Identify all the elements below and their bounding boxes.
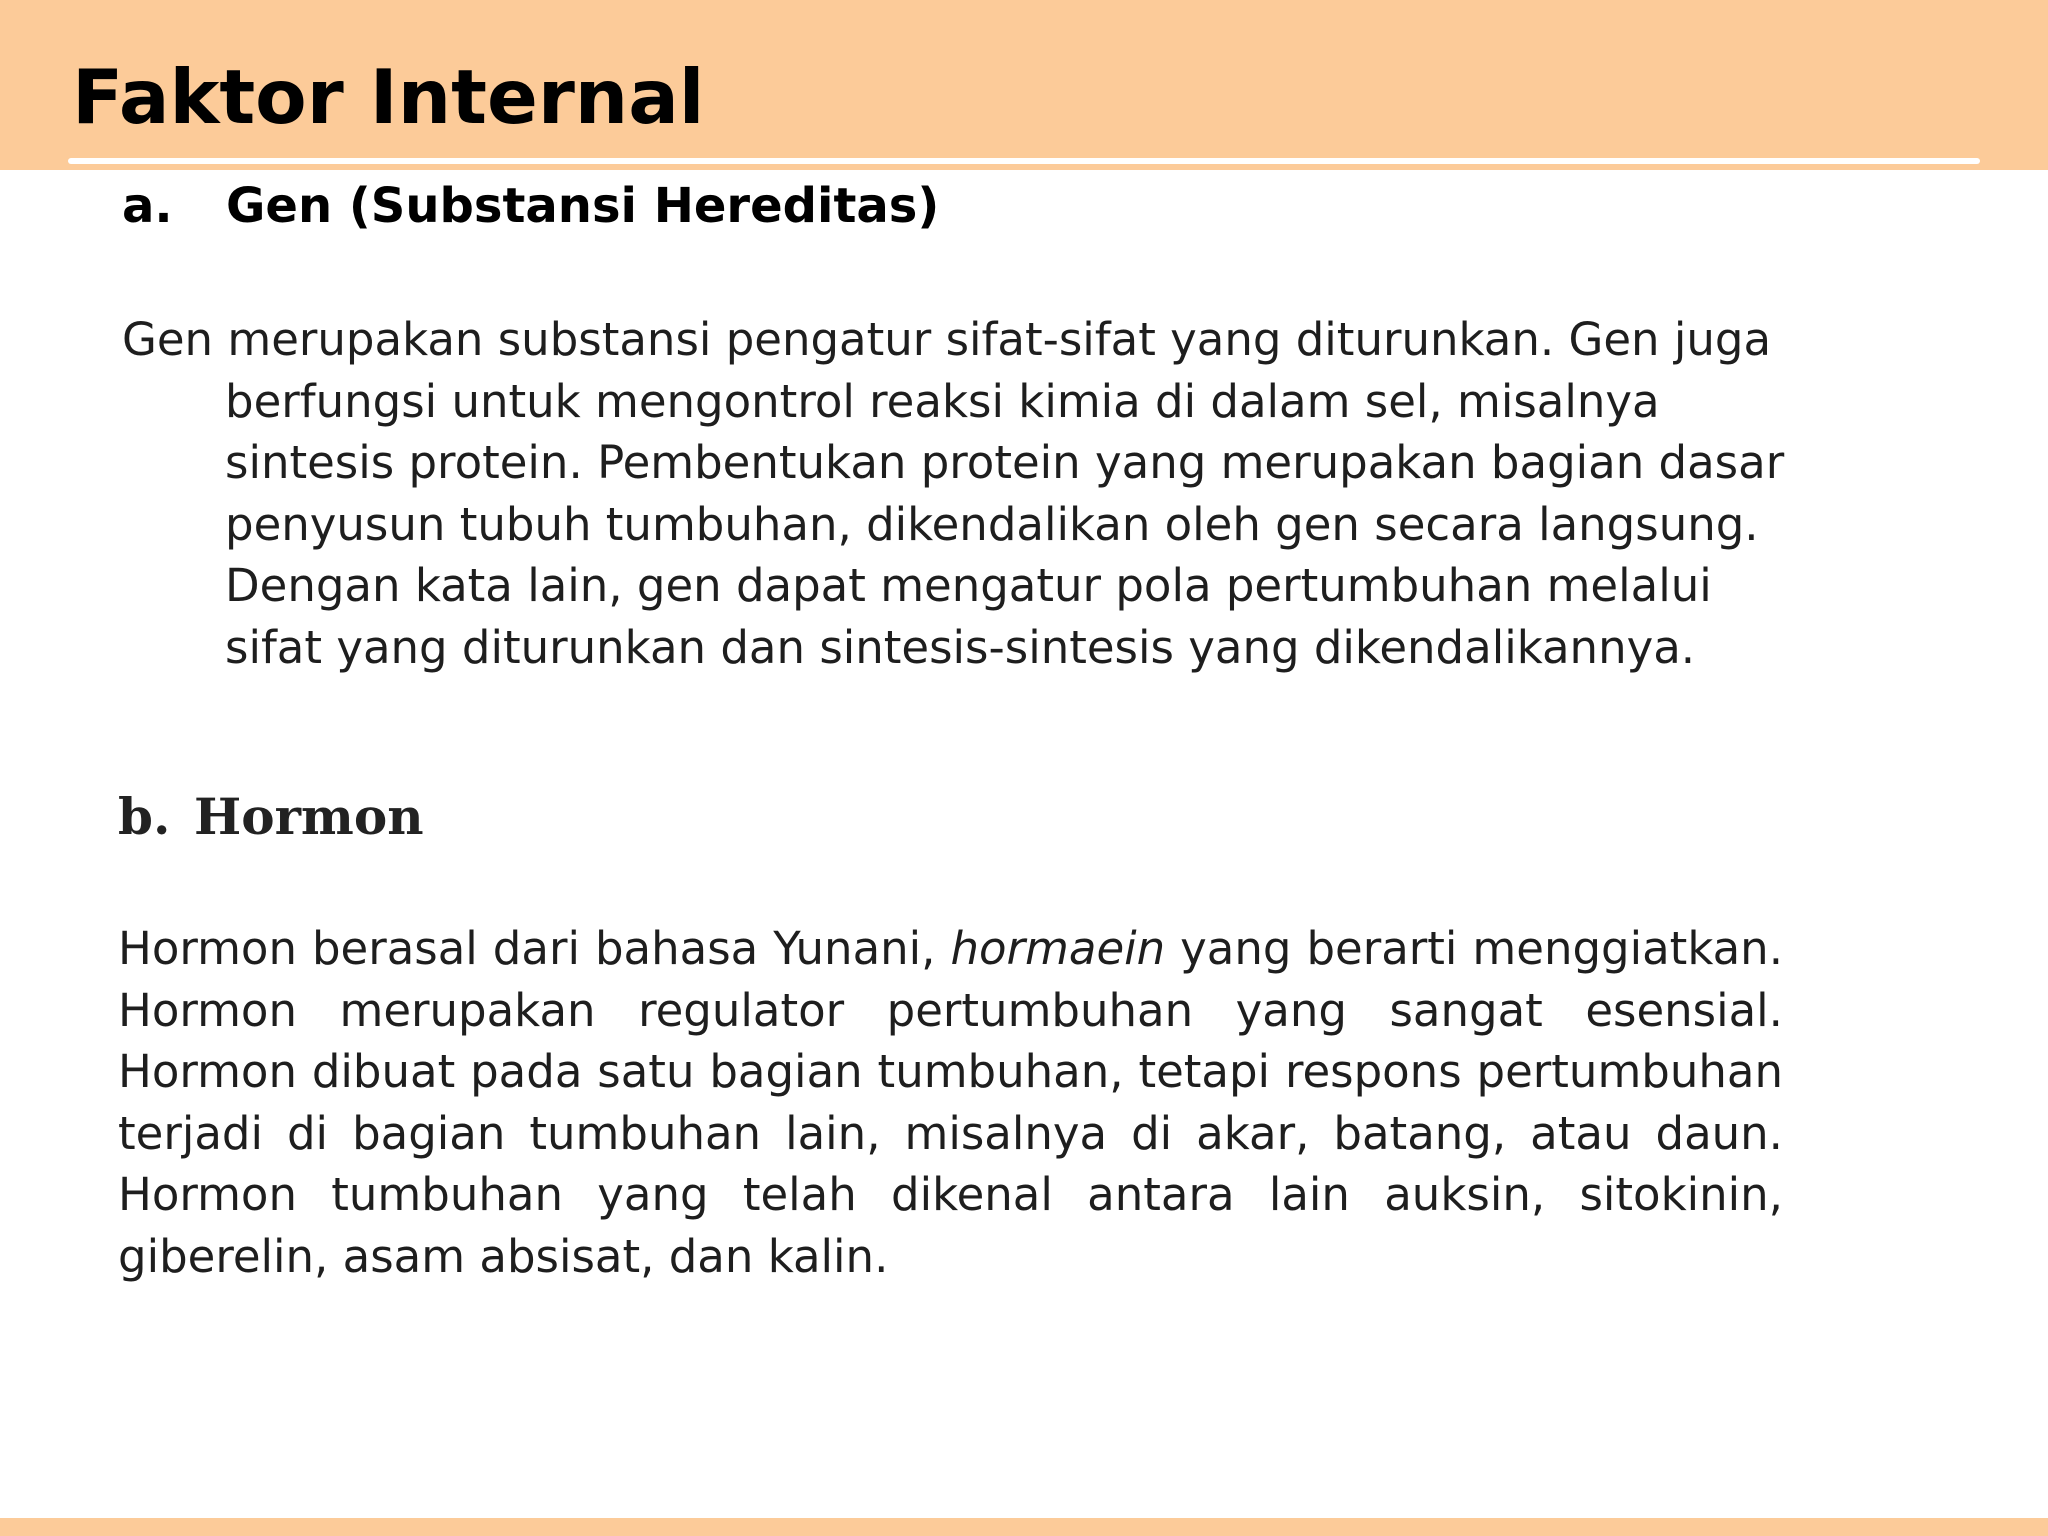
section-a-paragraph: Gen merupakan substansi pengatur sifat-sifat yang diturunkan. Gen juga berfungsi untuk mengontrol reaksi kimia di dalam sel, misalnya sintesis protein. Pembentukan protein yang merupakan bagian dasar penyusun tubuh tumbuhan, dikendalikan oleh gen secara langsung. Dengan kata lain, gen dapat mengatur pola pertumbuhan melalui sifat yang diturunkan dan sintesis-sintesis yang dikendalikannya. <box>122 313 1785 674</box>
slide-title: Faktor Internal <box>72 53 705 141</box>
section-a-heading <box>122 176 939 236</box>
section-b-marker: b. <box>118 787 171 846</box>
section-a-title: Gen (Substansi Hereditas) <box>226 178 940 234</box>
section-b-text-start: Hormon berasal dari bahasa Yunani, <box>118 922 951 975</box>
section-b-heading <box>118 784 424 850</box>
section-b-paragraph <box>118 918 1783 1287</box>
section-b-term: hormaein <box>950 922 1166 975</box>
section-b-text-rest: yang berarti menggiatkan. Hormon merupakan regulator pertumbuhan yang sangat esensial. Hormon dibuat pada satu bagian tumbuhan, tetapi respons pertumbuhan terjadi di bagian tumbuhan lain, misalnya di akar, batang, atau daun. Hormon tumbuhan yang telah dikenal antara lain auksin, sitokinin, giberelin, asam absisat, dan kalin. <box>118 922 1783 1283</box>
section-a-marker: a. <box>122 178 173 234</box>
title-divider <box>68 158 1980 164</box>
bottom-band <box>0 1518 2048 1536</box>
section-b-title: Hormon <box>194 787 424 846</box>
